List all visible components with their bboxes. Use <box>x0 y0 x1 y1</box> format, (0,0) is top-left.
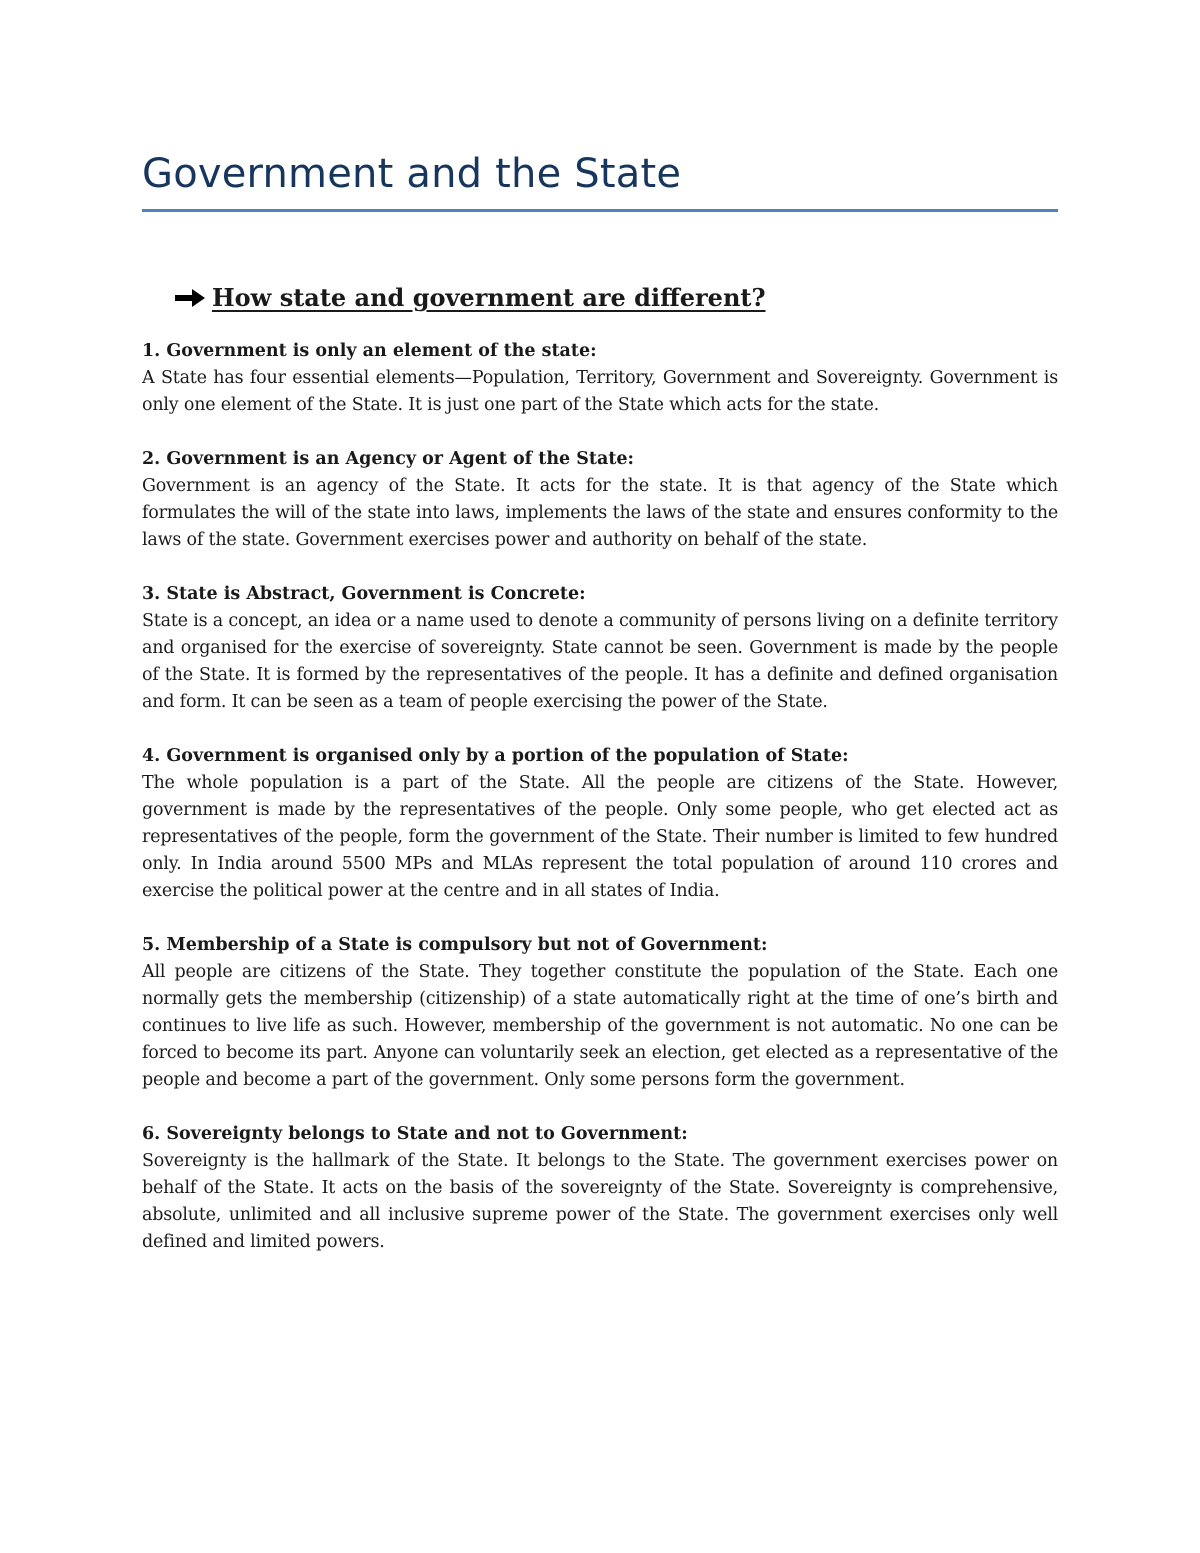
section-body: Government is an agency of the State. It acts for the state. It is that agency of the State which formulates the will of the state into laws, implements the laws of the state and ensures conformity to the laws of the state. Government exercises power and authority on behalf of the state. <box>142 476 1058 550</box>
document-page <box>142 148 1058 1256</box>
section-heading: 4. Government is organised only by a portion of the population of State: <box>142 746 849 766</box>
section-6 <box>142 1121 1058 1256</box>
document-title: Government and the State <box>142 151 682 197</box>
section-body: All people are citizens of the State. They together constitute the population of the State. Each one normally gets the membership (citizenship) of a state automatically right at the time of one’s birth and continues to live life as such. However, membership of the government is not automatic. No one can be forced to become its part. Anyone can voluntarily seek an election, get elected as a representative of the people and become a part of the government. Only some persons form the government. <box>142 962 1058 1090</box>
arrow-right-icon <box>172 286 210 310</box>
title-underline-rule <box>142 209 1058 212</box>
section-heading: 6. Sovereignty belongs to State and not to Government: <box>142 1124 688 1144</box>
section-body: Sovereignty is the hallmark of the State. It belongs to the State. The government exercises power on behalf of the State. It acts on the basis of the sovereignty of the State. Sovereignty is comprehensive, absolute, unlimited and all inclusive supreme power of the State. The government exercises only well defined and limited powers. <box>142 1151 1058 1252</box>
sections-list <box>142 338 1058 1256</box>
section-2 <box>142 446 1058 554</box>
section-body: The whole population is a part of the State. All the people are citizens of the State. However, government is made by the representatives of the people. Only some people, who get elected act as representatives of the people, form the government of the State. Their number is limited to few hundred only. In India around 5500 MPs and MLAs represent the total population of around 110 crores and exercise the political power at the centre and in all states of India. <box>142 773 1058 901</box>
section-heading: 3. State is Abstract, Government is Concrete: <box>142 584 586 604</box>
section-5 <box>142 932 1058 1094</box>
subheading-text: How state and government are different? <box>212 283 766 312</box>
section-heading: 1. Government is only an element of the state: <box>142 341 597 361</box>
section-4 <box>142 743 1058 905</box>
subheading <box>172 282 1058 314</box>
section-heading: 5. Membership of a State is compulsory but not of Government: <box>142 935 768 955</box>
section-3 <box>142 581 1058 716</box>
section-body: A State has four essential elements—Population, Territory, Government and Sovereignty. Government is only one element of the State. It is just one part of the State which acts for the state. <box>142 368 1058 415</box>
section-heading: 2. Government is an Agency or Agent of the State: <box>142 449 635 469</box>
section-body: State is a concept, an idea or a name used to denote a community of persons living on a definite territory and organised for the exercise of sovereignty. State cannot be seen. Government is made by the people of the State. It is formed by the representatives of the people. It has a definite and defined organisation and form. It can be seen as a team of people exercising the power of the State. <box>142 611 1058 712</box>
section-1 <box>142 338 1058 419</box>
